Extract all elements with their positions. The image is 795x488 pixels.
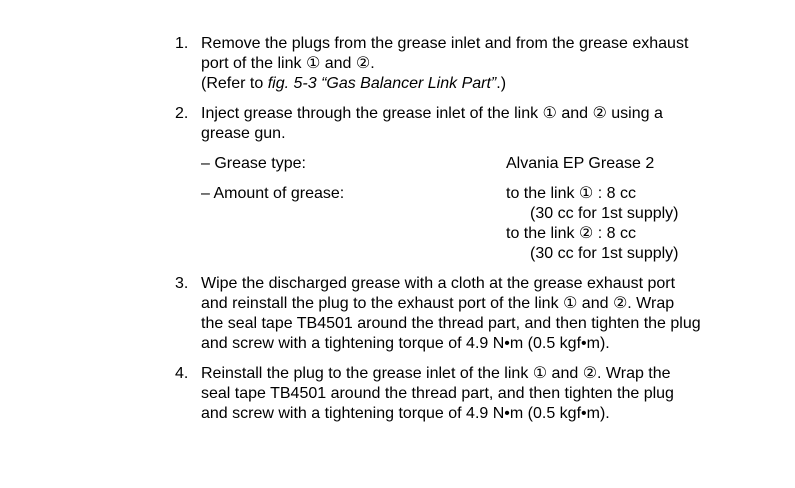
step-text-line: Remove the plugs from the grease inlet and from the grease exhaust bbox=[201, 35, 689, 52]
spec-label-grease-type: – Grease type: bbox=[201, 155, 306, 172]
step-text-line: Reinstall the plug to the grease inlet of the link ① and ②. Wrap the bbox=[201, 365, 671, 382]
spec-label-grease-amount: – Amount of grease: bbox=[201, 185, 345, 202]
step-text-line: and reinstall the plug to the exhaust port of the link ① and ②. Wrap bbox=[201, 295, 675, 312]
reference-prefix: (Refer to bbox=[201, 75, 268, 92]
step-text-line: grease gun. bbox=[201, 125, 286, 142]
step-text-line: the seal tape TB4501 around the thread part, and then tighten the plug bbox=[201, 315, 701, 332]
step-number: 2. bbox=[175, 105, 189, 122]
spec-value-grease-amount: to the link ① : 8 cc bbox=[506, 185, 636, 202]
step-text-line: and screw with a tightening torque of 4.9 N•m (0.5 kgf•m). bbox=[201, 405, 610, 422]
reference-figure-title: “Gas Balancer Link Part” bbox=[321, 75, 497, 92]
spec-value-grease-amount: (30 cc for 1st supply) bbox=[530, 245, 679, 262]
reference-figure-link[interactable]: fig. 5-3 bbox=[267, 75, 317, 92]
step-number: 1. bbox=[175, 35, 189, 52]
step-text-line: Inject grease through the grease inlet of the link ① and ② using a bbox=[201, 105, 663, 122]
step-number: 4. bbox=[175, 365, 189, 382]
step-number: 3. bbox=[175, 275, 189, 292]
step-text-line: Wipe the discharged grease with a cloth at the grease exhaust port bbox=[201, 275, 676, 292]
figure-reference bbox=[201, 74, 506, 94]
step-text-line: port of the link ① and ②. bbox=[201, 55, 375, 72]
spec-value-grease-amount: (30 cc for 1st supply) bbox=[530, 205, 679, 222]
step-text-line: and screw with a tightening torque of 4.9 N•m (0.5 kgf•m). bbox=[201, 335, 610, 352]
spec-value-grease-type: Alvania EP Grease 2 bbox=[506, 155, 655, 172]
reference-suffix: .) bbox=[496, 75, 507, 92]
step-text-line: seal tape TB4501 around the thread part, and then tighten the plug bbox=[201, 385, 674, 402]
spec-value-grease-amount: to the link ② : 8 cc bbox=[506, 225, 636, 242]
